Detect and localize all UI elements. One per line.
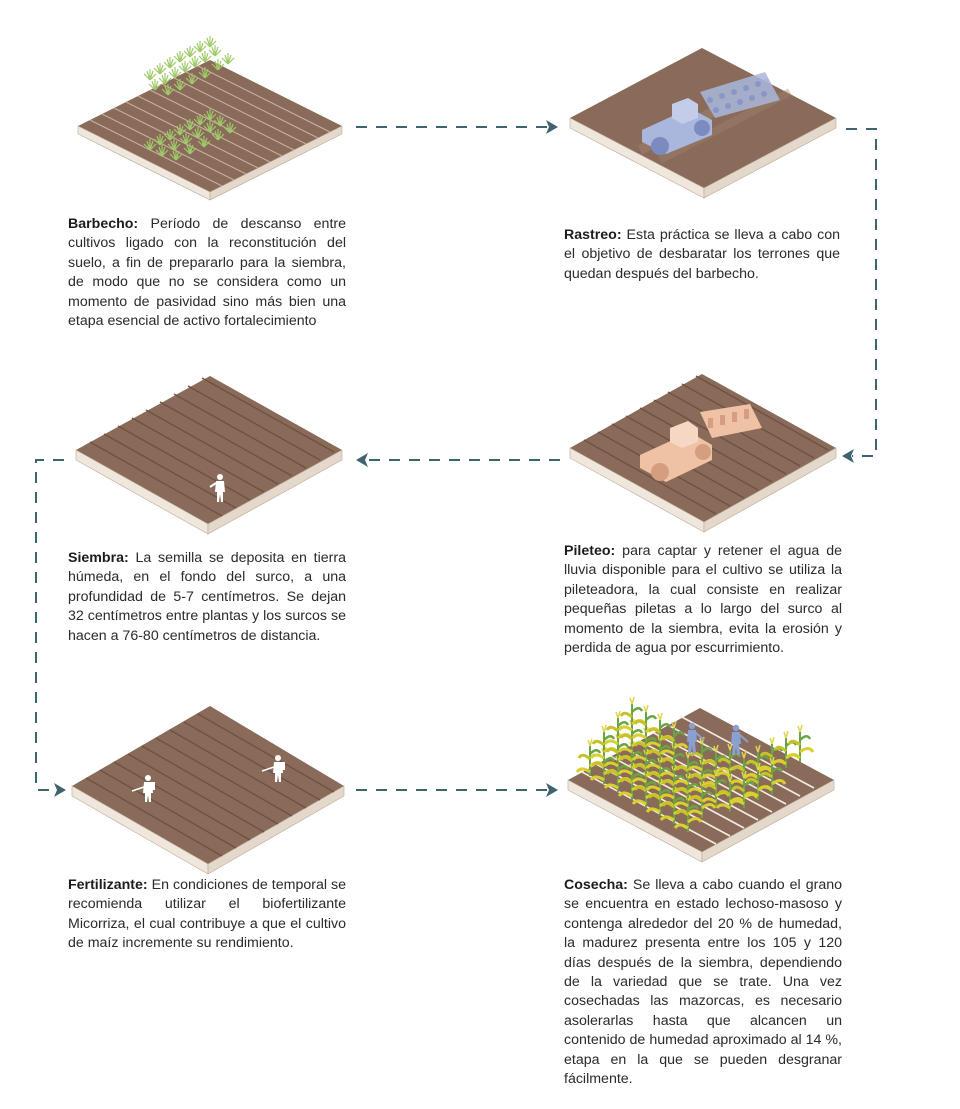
step-text: para captar y retener el agua de lluvia disponible para el cultivo se utiliza la pileteadora, la cual consiste en realizar pequeñas piletas a lo largo del surco al momento de la siembra, evita la erosión y perdida de agua por escurrimiento.	[564, 543, 842, 657]
step-term: Siembra:	[68, 550, 129, 566]
step-term: Cosecha:	[564, 877, 628, 893]
arrow-icon	[36, 460, 64, 790]
barbecho-illustration	[78, 36, 342, 200]
step-siembra	[68, 549, 346, 646]
pileteo-illustration	[570, 374, 836, 532]
step-term: Fertilizante:	[68, 877, 148, 893]
step-term: Pileteo:	[564, 543, 616, 559]
step-barbecho	[68, 215, 346, 331]
step-text: La semilla se deposita en tierra húmeda, en el fondo del surco, a una profundidad de 5-7 centímetros. Se dejan 32 centímetros entre plantas y los surcos se hacen a 76-80 centímetros de distancia.	[68, 550, 346, 644]
fertilizante-illustration	[72, 706, 344, 874]
step-rastreo	[564, 226, 840, 284]
step-fertilizante	[68, 876, 346, 954]
step-term: Rastreo:	[564, 227, 622, 243]
step-text: Se lleva a cabo cuando el grano se encuentra en estado lechoso-masoso y contenga alrededor del 20 % de humedad, la madurez presenta entre los 105 y 120 días después de la siembra, dependiendo de la variedad que se trate. Una vez cosechadas las mazorcas, es necesario asolerarlas hasta que alcancen un contenido de humedad aproximado al 14 %, etapa en la que se pueden desgranar fácilmente.	[564, 877, 842, 1088]
cosecha-illustration	[568, 697, 834, 862]
step-pileteo	[564, 542, 842, 658]
step-text: En condiciones de temporal se recomienda utilizar el biofertilizante Micorriza, el cual contribuye a que el cultivo de maíz incremente su rendimiento.	[68, 877, 346, 952]
step-text: Período de descanso entre cultivos ligado con la reconstitución del suelo, a fin de prepararlo para la siembra, de modo que no se considera como un momento de pasividad sino más bien una etapa esencial de activo fortalecimiento	[68, 216, 346, 330]
step-text: Esta práctica se lleva a cabo con el objetivo de desbaratar los terrones que quedan después del barbecho.	[564, 227, 840, 282]
siembra-illustration	[76, 376, 342, 534]
rastreo-illustration	[570, 48, 836, 198]
step-cosecha	[564, 876, 842, 1089]
arrow-icon	[846, 129, 876, 456]
step-term: Barbecho:	[68, 216, 139, 232]
